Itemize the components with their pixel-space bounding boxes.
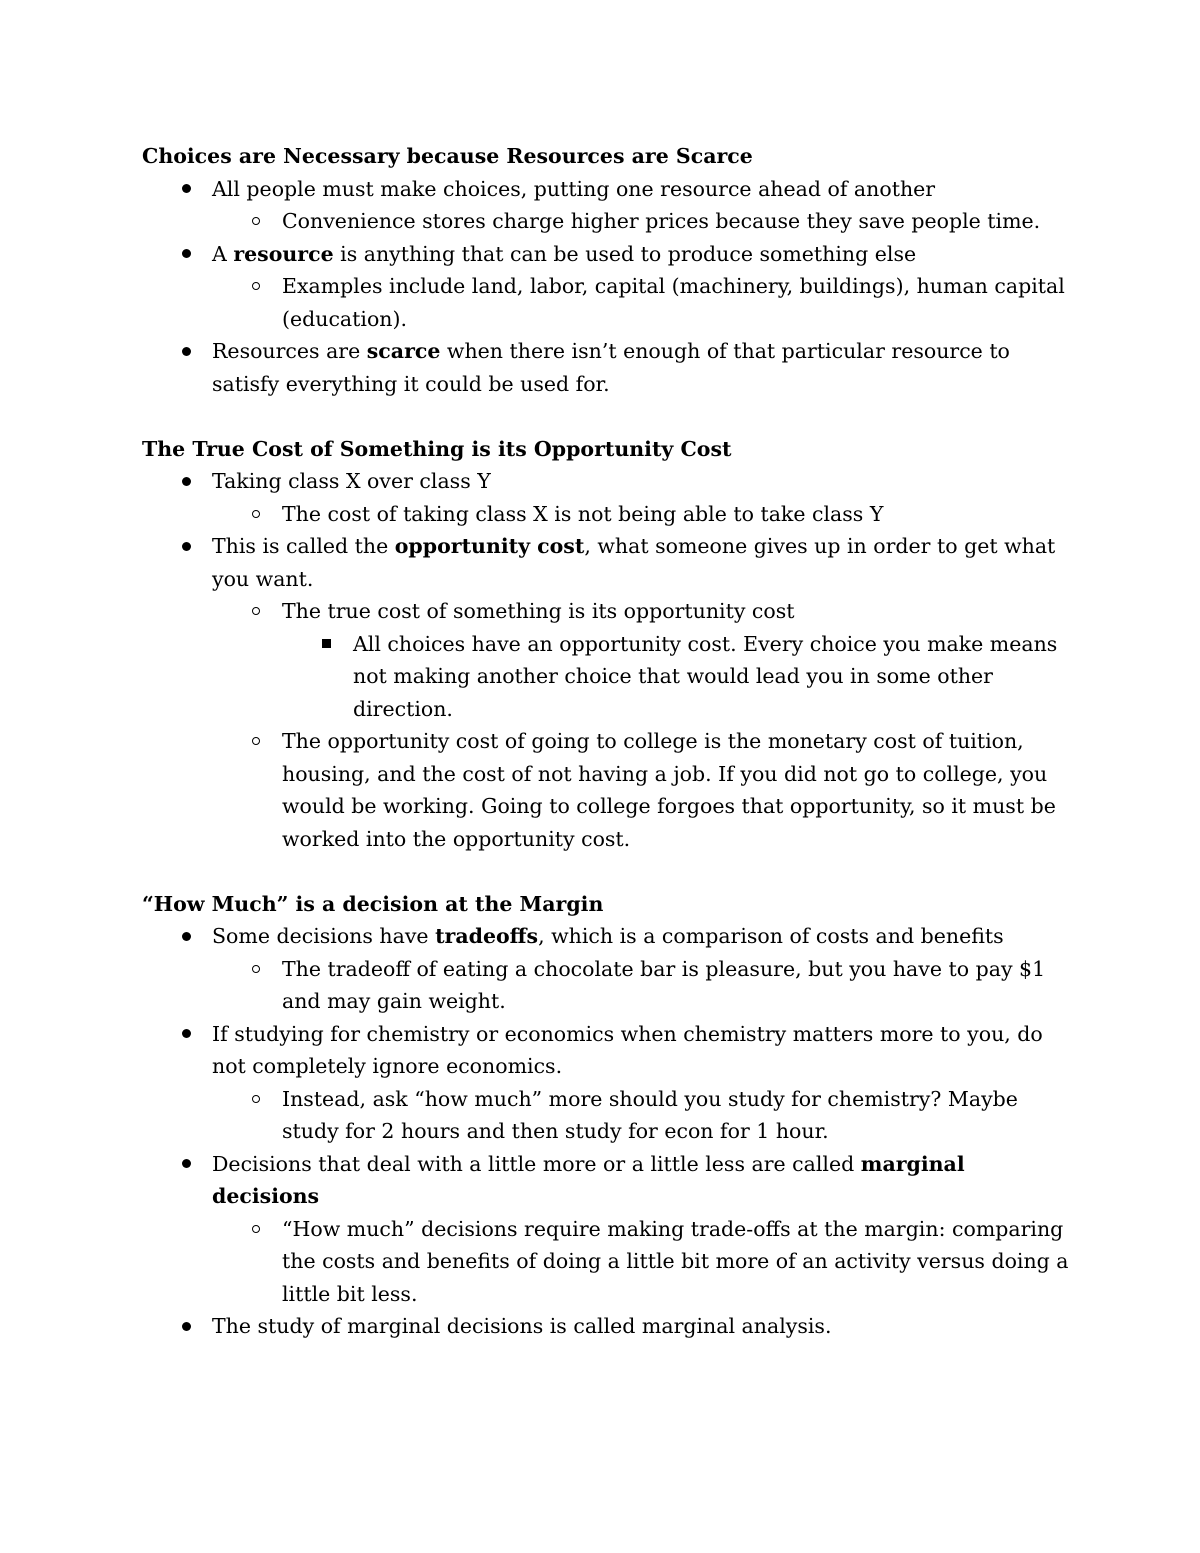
list-item: Decisions that deal with a little more or a little less are called marginal decisions [142,1148,1072,1213]
bold-term: tradeoffs [435,924,539,948]
list-item: This is called the opportunity cost, what someone gives up in order to get what you want. [142,530,1072,595]
disc-bullet-icon [176,1148,196,1181]
bullet-list [142,173,1072,401]
section-opportunity-cost [142,433,1072,856]
section-margin [142,888,1072,1343]
bullet-list [142,920,1072,1343]
section-heading: The True Cost of Something is its Opportunity Cost [142,436,732,461]
section-heading: “How Much” is a decision at the Margin [142,891,604,916]
list-item: “How much” decisions require making trade-offs at the margin: comparing the costs and benefits of doing a little bit more of an activity versus doing a little bit less. [142,1213,1072,1311]
bold-term: resource [233,241,334,266]
disc-bullet-icon [176,238,196,271]
disc-bullet-icon [176,173,196,206]
bold-term: scarce [366,339,441,363]
list-item: The tradeoff of eating a chocolate bar is pleasure, but you have to pay $1 and may gain weight. [142,953,1072,1018]
list-item: All people must make choices, putting one resource ahead of another [142,173,1072,206]
list-item: Some decisions have tradeoffs, which is a comparison of costs and benefits [142,920,1072,953]
disc-bullet-icon [176,1310,196,1343]
section-scarcity [142,140,1072,400]
bold-term: marginal decisions [212,1151,965,1208]
circle-bullet-icon [246,1213,266,1246]
disc-bullet-icon [176,465,196,498]
list-item: Taking class X over class Y [142,465,1072,498]
circle-bullet-icon [246,595,266,628]
spacer [142,400,1072,433]
disc-bullet-icon [176,335,196,368]
list-item: Convenience stores charge higher prices because they save people time. [142,205,1072,238]
list-item: Resources are scarce when there isn’t enough of that particular resource to satisfy everything it could be used for. [142,335,1072,400]
list-item: The opportunity cost of going to college is the monetary cost of tuition, housing, and the cost of not having a job. If you did not go to college, you would be working. Going to college forgoes that opportunity, so it must be worked into the opportunity cost. [142,725,1072,855]
list-item: Examples include land, labor, capital (machinery, buildings), human capital (education). [142,270,1072,335]
circle-bullet-icon [246,953,266,986]
disc-bullet-icon [176,920,196,953]
spacer [142,855,1072,888]
circle-bullet-icon [246,1083,266,1116]
disc-bullet-icon [176,1018,196,1051]
list-item: A resource is anything that can be used to produce something else [142,238,1072,271]
document-page [142,140,1072,1343]
list-item: If studying for chemistry or economics when chemistry matters more to you, do not completely ignore economics. [142,1018,1072,1083]
list-item: The cost of taking class X is not being able to take class Y [142,498,1072,531]
bold-term: opportunity cost [394,534,585,558]
circle-bullet-icon [246,498,266,531]
circle-bullet-icon [246,205,266,238]
list-item: All choices have an opportunity cost. Every choice you make means not making another choice that would lead you in some other direction. [142,628,1072,726]
list-item: Instead, ask “how much” more should you study for chemistry? Maybe study for 2 hours and then study for econ for 1 hour. [142,1083,1072,1148]
disc-bullet-icon [176,530,196,563]
list-item: The true cost of something is its opportunity cost [142,595,1072,628]
bullet-list [142,465,1072,855]
section-heading: Choices are Necessary because Resources are Scarce [142,144,753,168]
circle-bullet-icon [246,270,266,303]
circle-bullet-icon [246,725,266,758]
square-bullet-icon [316,628,336,661]
list-item: The study of marginal decisions is called marginal analysis. [142,1310,1072,1343]
